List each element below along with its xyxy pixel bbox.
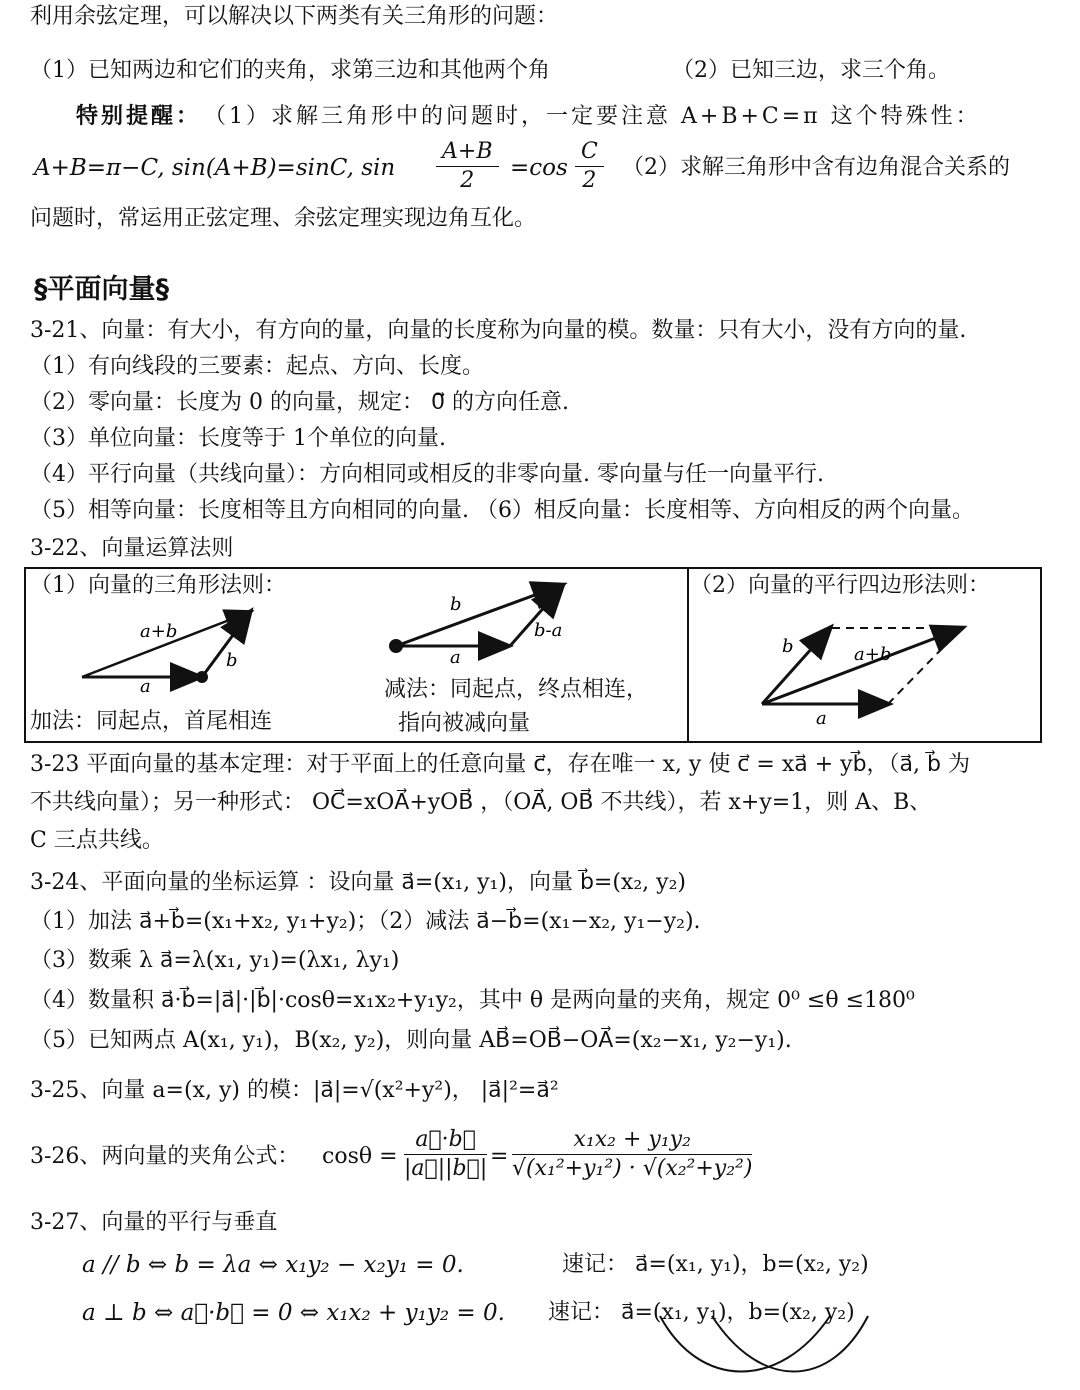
- reminder-formula: A+B=π−C, sin(A+B)=sinC, sin: [34, 155, 396, 181]
- parallelogram-diagram: [762, 628, 962, 729]
- label-b-para: b: [782, 636, 794, 657]
- def-3-24-1: （1）加法 a⃗+b⃗=(x₁+x₂, y₁+y₂)；（2）减法 a⃗−b⃗=(x₁−x₂, y₁−y₂).: [30, 909, 701, 934]
- reminder-equals: =cos: [510, 155, 568, 181]
- section-title: §平面向量§: [34, 274, 169, 305]
- def-3-21: 3-21、向量：有大小，有方向的量，向量的长度称为向量的模。数量：只有大小，没有方向的量.: [30, 318, 967, 343]
- parallelogram-rule-title: （2）向量的平行四边形法则：: [690, 573, 990, 598]
- def-3-23-end: C 三点共线。: [30, 828, 164, 853]
- cosine-intro: 利用余弦定理，可以解决以下两类有关三角形的问题：: [30, 4, 559, 29]
- triangle-rule-title: （1）向量的三角形法则：: [30, 573, 286, 598]
- def-3-27: 3-27、向量的平行与垂直: [30, 1210, 278, 1235]
- cos-theta: cosθ =: [322, 1144, 398, 1169]
- label-b-sub: b: [450, 594, 462, 615]
- label-apb-add: a+b: [140, 621, 178, 642]
- def-3-21-4: （4）平行向量（共线向量）：方向相同或相反的非零向量. 零向量与任一向量平行.: [30, 462, 824, 487]
- fraction-numerator: x₁x₂ + y₁y₂: [512, 1126, 752, 1155]
- subtraction-diagram: [389, 585, 562, 668]
- def-3-24: 3-24、平面向量的坐标运算 ：设向量 a⃗=(x₁, y₁)，向量 b⃗=(x₂, y₂): [30, 870, 686, 895]
- fraction-denominator: 2: [582, 168, 597, 193]
- def-3-25: 3-25、向量 a=(x, y) 的模：|a⃗|=√(x²+y²)， |a⃗|²=a⃗²: [30, 1078, 559, 1103]
- def-3-21-3: （3）单位向量：长度等于 1个单位的向量.: [30, 426, 446, 451]
- addition-rule: 加法：同起点，首尾相连: [30, 709, 273, 734]
- angle-equals: =: [490, 1144, 509, 1169]
- label-a-sub: a: [450, 647, 461, 668]
- addition-diagram: [82, 612, 250, 697]
- def-3-23: 3-23 平面向量的基本定理：对于平面上的任意向量 c⃗，存在唯一 x, y 使 c⃗ = xa⃗ + yb⃗，（a⃗, b⃗ 为: [30, 752, 970, 777]
- angle-fraction-2: [512, 1126, 752, 1183]
- label-apb-para: a+b: [854, 644, 892, 665]
- def-3-21-5: （5）相等向量：长度相等且方向相同的向量. （6）相反向量：长度相等、方向相反的两个向量。: [30, 498, 974, 523]
- fraction-numerator: a⃗·b⃗: [404, 1126, 487, 1155]
- cosine-case-1: （1）已知两边和它们的夹角，求第三边和其他两个角: [30, 58, 550, 83]
- reminder-point-1: （1）求解三角形中的问题时，一定要注意 A+B+C=π 这个特殊性：: [204, 104, 981, 129]
- def-3-22: 3-22、向量运算法则: [30, 536, 234, 561]
- label-a-add: a: [140, 676, 151, 697]
- subtraction-rule-continued: 指向被减向量: [398, 711, 531, 736]
- angle-fraction-1: [404, 1126, 487, 1183]
- subtraction-rule: 减法：同起点，终点相连，: [384, 677, 649, 702]
- reminder-label: 特别提醒：: [76, 104, 202, 129]
- fraction-denominator: |a⃗||b⃗|: [404, 1156, 488, 1181]
- fraction-numerator: A+B: [436, 138, 499, 167]
- def-3-26: 3-26、两向量的夹角公式：: [30, 1144, 300, 1169]
- def-3-24-5: （5）已知两点 A(x₁, y₁)，B(x₂, y₂)，则向量 AB⃗=OB⃗−OA⃗=(x₂−x₁, y₂−y₁).: [30, 1028, 792, 1053]
- label-a-para: a: [816, 708, 827, 729]
- fraction-denominator: √(x₁²+y₁²) · √(x₂²+y₂²): [512, 1156, 753, 1181]
- def-3-21-1: （1）有向线段的三要素：起点、方向、长度。: [30, 354, 484, 379]
- def-3-21-2: （2）零向量：长度为 0 的向量，规定： 0⃗ 的方向任意.: [30, 390, 569, 415]
- def-3-24-3: （3）数乘 λ a⃗=λ(x₁, y₁)=(λx₁, λy₁): [30, 948, 400, 973]
- parallel-tip: 速记： a⃗=(x₁, y₁)，b=(x₂, y₂): [562, 1252, 869, 1277]
- reminder-point-2: （2）求解三角形中含有边角混合关系的: [622, 155, 1010, 180]
- fraction-numerator: C: [575, 138, 604, 167]
- parallel-condition: a // b ⇔ b = λa ⇔ x₁y₂ − x₂y₁ = 0.: [82, 1252, 464, 1278]
- def-3-23-continued: 不共线向量）；另一种形式： OC⃗=xOA⃗+yOB⃗ ，（OA⃗, OB⃗ 不共线），若 x+y=1，则 A、B、: [30, 790, 932, 815]
- def-3-24-4: （4）数量积 a⃗·b⃗=|a⃗|·|b⃗|·cosθ=x₁x₂+y₁y₂，其中 θ 是两向量的夹角，规定 0⁰ ≤θ ≤180⁰: [30, 988, 915, 1013]
- label-b-add: b: [226, 650, 238, 671]
- cosine-case-2: （2）已知三边，求三个角。: [672, 58, 950, 83]
- perpendicular-tip: 速记： a⃗=(x₁, y₁)，b=(x₂, y₂): [548, 1300, 855, 1325]
- label-bma-sub: b-a: [534, 620, 563, 641]
- fraction-denominator: 2: [460, 168, 475, 193]
- perpendicular-condition: a ⊥ b ⇔ a⃗·b⃗ = 0 ⇔ x₁x₂ + y₁y₂ = 0.: [82, 1300, 505, 1326]
- reminder-point-2-continued: 问题时，常运用正弦定理、余弦定理实现边角互化。: [30, 206, 537, 231]
